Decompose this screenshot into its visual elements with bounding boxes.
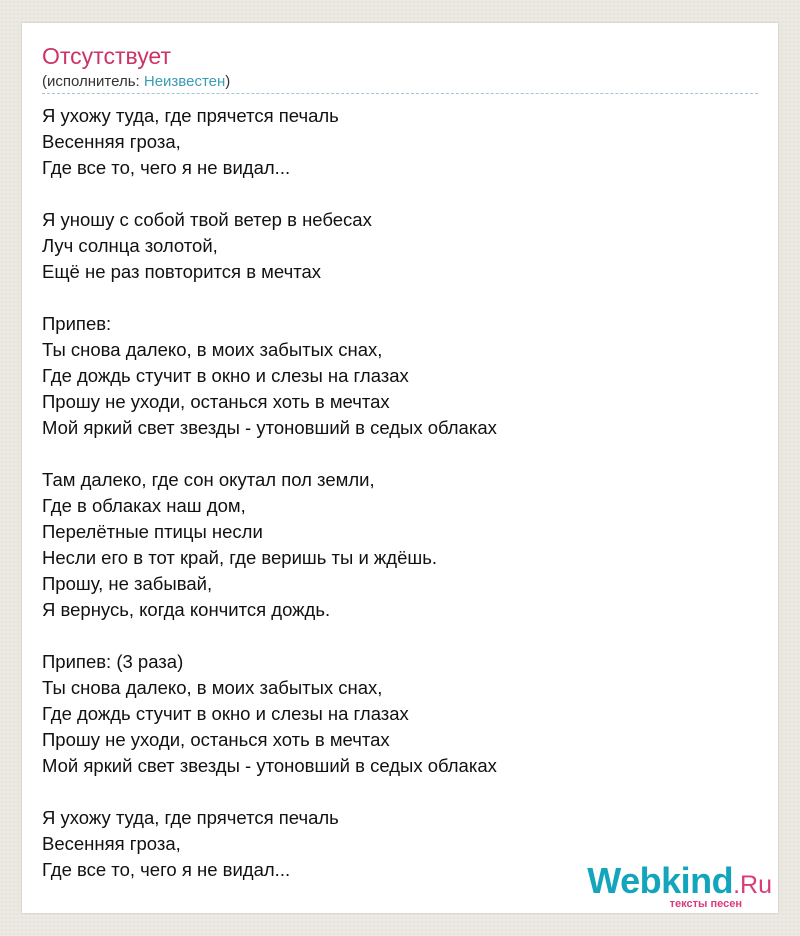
lyric-line: Мой яркий свет звезды - утоновший в седых облаках (42, 755, 497, 776)
lyric-line: Весенняя гроза, (42, 131, 181, 152)
lyric-line: Припев: (42, 313, 112, 334)
site-logo[interactable] (572, 861, 772, 909)
lyric-spacer (42, 623, 758, 649)
song-title: Отсутствует (42, 43, 171, 69)
lyric-line: Весенняя гроза, (42, 833, 181, 854)
lyric-line: Где дождь стучит в окно и слезы на глазах (42, 703, 409, 724)
artist-label-close: ) (225, 73, 231, 90)
lyric-line: Я уношу с собой твой ветер в небесах (42, 209, 372, 230)
lyric-line: Где все то, чего я не видал... (42, 157, 291, 178)
lyric-line: Где все то, чего я не видал... (42, 859, 291, 880)
artist-line (42, 72, 230, 92)
lyric-line: Где в облаках наш дом, (42, 495, 246, 516)
title-divider (42, 93, 758, 94)
lyrics-card (22, 23, 778, 913)
logo-main-text: Webkind (587, 860, 734, 901)
lyric-line: Прошу не уходи, останься хоть в мечтах (42, 729, 390, 750)
artist-link[interactable]: Неизвестен (143, 73, 226, 90)
lyric-line: Я ухожу туда, где прячется печаль (42, 807, 339, 828)
lyric-line: Ты снова далеко, в моих забытых снах, (42, 677, 383, 698)
artist-label-open: (исполнитель: (42, 73, 144, 90)
lyric-line: Несли его в тот край, где веришь ты и ждёшь. (42, 547, 437, 568)
lyric-line: Ещё не раз повторится в мечтах (42, 261, 322, 282)
lyric-line: Ты снова далеко, в моих забытых снах, (42, 339, 383, 360)
lyric-line: Прошу не уходи, останься хоть в мечтах (42, 391, 390, 412)
lyric-spacer (42, 441, 758, 467)
lyric-line: Прошу, не забывай, (42, 573, 213, 594)
logo-tagline: тексты песен (669, 898, 742, 910)
logo-suffix: .Ru (733, 871, 772, 899)
lyric-line: Я вернусь, когда кончится дождь. (42, 599, 331, 620)
lyrics-text (42, 103, 758, 883)
lyric-line: Припев: (3 раза) (42, 651, 184, 672)
lyric-spacer (42, 285, 758, 311)
lyric-line: Я ухожу туда, где прячется печаль (42, 105, 339, 126)
lyric-line: Луч солнца золотой, (42, 235, 218, 256)
lyric-line: Перелётные птицы несли (42, 521, 263, 542)
lyric-spacer (42, 181, 758, 207)
lyric-line: Мой яркий свет звезды - утоновший в седых облаках (42, 417, 497, 438)
lyric-spacer (42, 779, 758, 805)
lyric-line: Там далеко, где сон окутал пол земли, (42, 469, 375, 490)
lyric-line: Где дождь стучит в окно и слезы на глазах (42, 365, 409, 386)
